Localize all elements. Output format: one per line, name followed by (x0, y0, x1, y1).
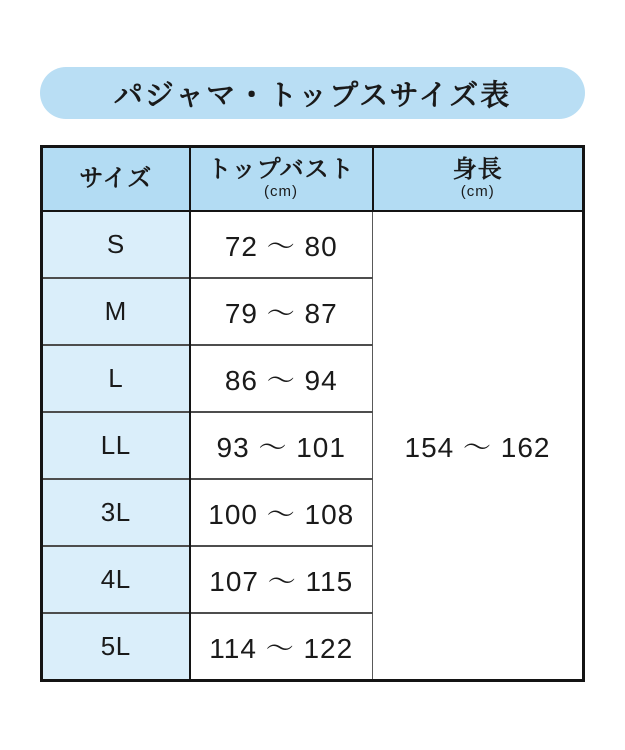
size-cell: M (42, 278, 190, 345)
height-cell: 154 〜 162 (373, 211, 584, 681)
bust-cell: 86 〜 94 (190, 345, 373, 412)
size-cell: S (42, 211, 190, 278)
size-chart-table (40, 145, 585, 682)
header-bust-label: トップバスト (207, 156, 355, 184)
header-row (42, 147, 584, 212)
page-title: パジャマ・トップスサイズ表 (113, 79, 512, 112)
table-header-size (42, 147, 190, 212)
bust-cell: 100 〜 108 (190, 479, 373, 546)
size-cell: 3L (42, 479, 190, 546)
size-cell: LL (42, 412, 190, 479)
size-cell: L (42, 345, 190, 412)
header-height-label: 身長 (452, 156, 503, 184)
header-size-label: サイズ (79, 164, 153, 192)
size-cell: 5L (42, 613, 190, 681)
header-bust-unit: (cm) (264, 183, 298, 201)
header-height-unit: (cm) (460, 183, 495, 201)
table-header-height (373, 147, 584, 212)
table-header-bust (190, 147, 373, 212)
size-cell: 4L (42, 546, 190, 613)
bust-cell: 114 〜 122 (190, 613, 373, 681)
table-row (42, 211, 584, 278)
bust-cell: 72 〜 80 (190, 211, 373, 278)
bust-cell: 79 〜 87 (190, 278, 373, 345)
title-pill (40, 67, 585, 119)
bust-cell: 107 〜 115 (190, 546, 373, 613)
bust-cell: 93 〜 101 (190, 412, 373, 479)
